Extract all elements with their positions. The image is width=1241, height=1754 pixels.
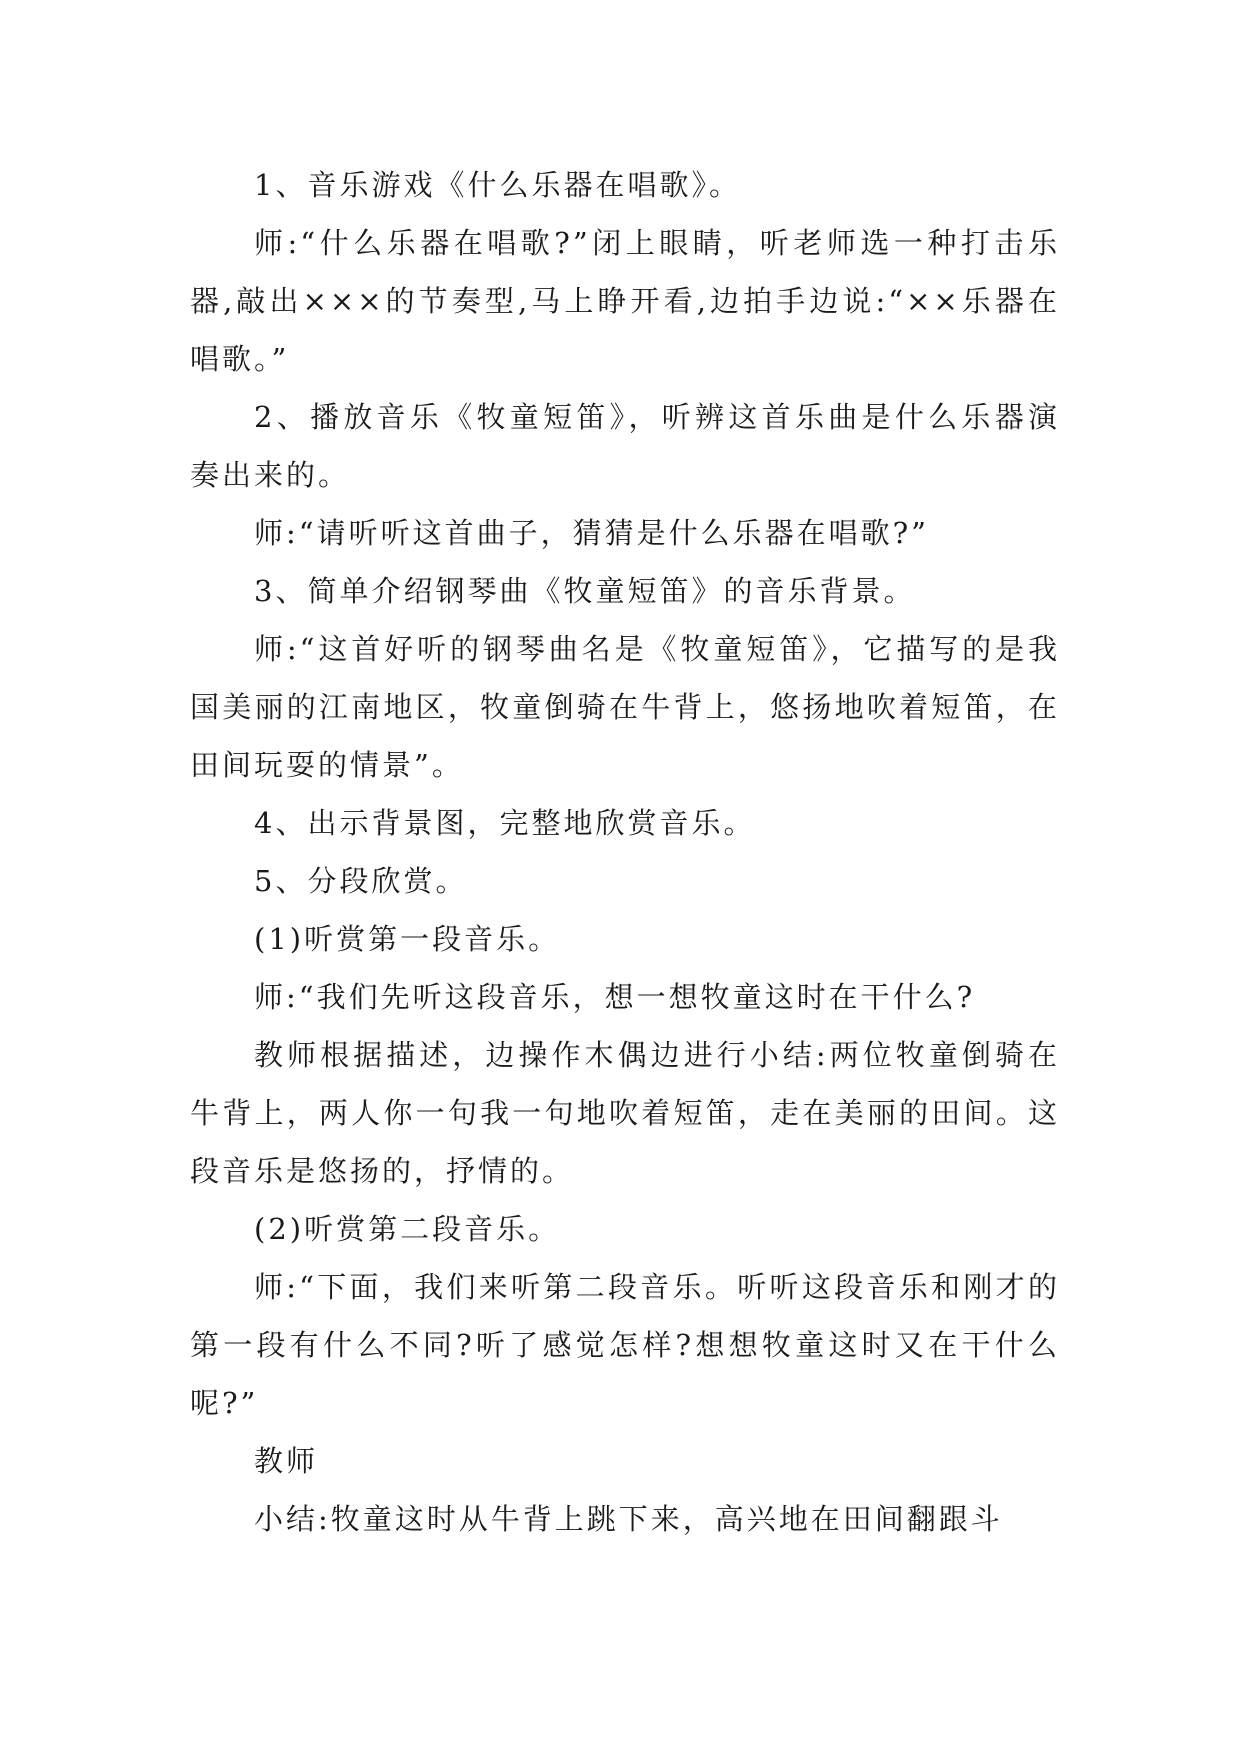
paragraph-9: (1)听赏第一段音乐。 bbox=[254, 922, 561, 956]
paragraph-8: 5、分段欣赏。 bbox=[254, 864, 468, 898]
paragraph-12: (2)听赏第二段音乐。 bbox=[254, 1212, 561, 1246]
paragraph-1: 1、音乐游戏《什么乐器在唱歌》。 bbox=[254, 168, 741, 202]
paragraph-6: 师:“这首好听的钢琴曲名是《牧童短笛》，它描写的是我国美丽的江南地区，牧童倒骑在牛背上，悠扬地吹着短笛，在田间玩耍的情景”。 bbox=[190, 632, 1060, 782]
paragraph-14: 教师 bbox=[254, 1444, 319, 1478]
paragraph-3: 2、播放音乐《牧童短笛》，听辨这首乐曲是什么乐器演奏出来的。 bbox=[190, 400, 1060, 492]
paragraph-7: 4、出示背景图，完整地欣赏音乐。 bbox=[254, 806, 756, 840]
paragraph-4: 师:“请听听这首曲子，猜猜是什么乐器在唱歌?” bbox=[254, 516, 929, 550]
paragraph-10: 师:“我们先听这段音乐，想一想牧童这时在干什么? bbox=[254, 980, 976, 1014]
paragraph-2: 师:“什么乐器在唱歌?”闭上眼睛，听老师选一种打击乐器,敲出×××的节奏型,马上睁开看,边拍手边说:“××乐器在唱歌。” bbox=[190, 226, 1060, 376]
document-page bbox=[190, 156, 1060, 1548]
paragraph-11: 教师根据描述，边操作木偶边进行小结:两位牧童倒骑在牛背上，两人你一句我一句地吹着短笛，走在美丽的田间。这段音乐是悠扬的，抒情的。 bbox=[190, 1038, 1060, 1188]
paragraph-13: 师:“下面，我们来听第二段音乐。听听这段音乐和刚才的第一段有什么不同?听了感觉怎样?想想牧童这时又在干什么呢?” bbox=[190, 1270, 1060, 1420]
paragraph-15: 小结:牧童这时从牛背上跳下来，高兴地在田间翻跟斗 bbox=[254, 1502, 1003, 1536]
paragraph-5: 3、简单介绍钢琴曲《牧童短笛》的音乐背景。 bbox=[254, 574, 916, 608]
